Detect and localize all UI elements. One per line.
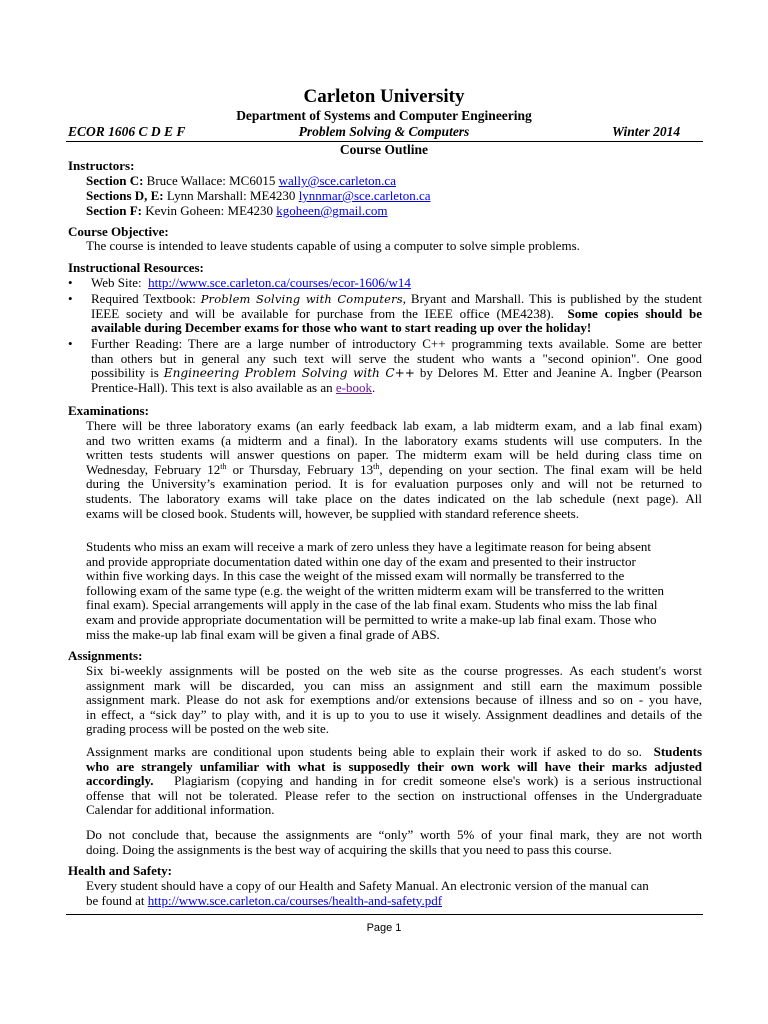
- instructor-email-link[interactable]: lynnmar@sce.carleton.ca: [298, 188, 431, 203]
- section-label: Sections D, E:: [86, 188, 164, 203]
- plagiarism-paragraph: Assignment marks are conditional upon students being able to explain their work if asked to do so. Students who are strangely unfamiliar with what is supposedly their own work will have their marks adjusted accordingly. Plagiarism (copying and handing in for credit someone else's work) is a serious instructional offense that will not be tolerated. Please refer to the section on instructional offenses in the Undergraduate Calendar for additional information.: [86, 745, 702, 818]
- health-heading: Health and Safety:: [68, 863, 172, 878]
- page-number: Page 1: [366, 922, 402, 934]
- textbook-note-bold: Some copies should be: [567, 306, 702, 321]
- website-link[interactable]: http://www.sce.carleton.ca/courses/ecor-1606/w14: [148, 275, 411, 290]
- instructors-heading: Instructors:: [68, 158, 135, 173]
- footer-rule: [66, 914, 703, 915]
- instructor-row: [86, 174, 396, 189]
- instructor-name: Bruce Wallace: MC6015: [146, 173, 276, 188]
- course-title: Problem Solving & Computers: [298, 124, 470, 139]
- health-safety-link[interactable]: http://www.sce.carleton.ca/courses/health-and-safety.pdf: [147, 893, 443, 908]
- instructor-row: [86, 204, 388, 219]
- instructor-name: Kevin Goheen: ME4230: [145, 203, 274, 218]
- textbook-note-bold: available during December exams for those who want to start reading up over the holiday!: [91, 321, 592, 336]
- instructor-row: [86, 189, 430, 204]
- ebook-link[interactable]: e-book: [335, 380, 372, 395]
- instructor-email-link[interactable]: wally@sce.carleton.ca: [278, 173, 396, 188]
- website-label: Web Site:: [91, 275, 142, 290]
- instructor-name: Lynn Marshall: ME4230: [166, 188, 296, 203]
- missed-exam-paragraph: Students who miss an exam will receive a mark of zero unless they have a legitimate reason for being absent and provide appropriate documentation dated within one day of the exam and presented to their instructor within five working days. In this case the weight of the missed exam will normally be transferred to the following exam of the same type (e.g. the weight of the written midterm exam will be transferred to the written final exam). Special arrangements will apply in the case of the lab final exam. Students who miss the lab final exam and provide appropriate documentation will be permitted to write a make-up lab final exam. Those who miss the make-up lab final exam will be given a final grade of ABS.: [86, 540, 664, 642]
- examinations-paragraph: There will be three laboratory exams (an early feedback lab exam, a lab midterm exam, and a lab final exam) and two written exams (a midterm and a final). In the laboratory exams students will use computers. In the written tests students will answer questions on paper. The midterm exam will be held during class time on Wednesday, February 12th or Thursday, February 13th, depending on your section. The final exam will be held during the University’s examination period. It is for evaluation purposes only and will not be returned to students. The laboratory exams will take place on the dates indicated on the lab schedule (next page). All exams will be closed book. Students will, however, be supplied with standard reference sheets.: [86, 419, 702, 521]
- website-item: [91, 276, 411, 291]
- textbook-title: Problem Solving with Computers: [200, 292, 403, 306]
- objective-text: The course is intended to leave students capable of using a computer to solve simple problems.: [86, 238, 580, 253]
- textbook-label: Required Textbook:: [91, 292, 196, 306]
- textbook-item: Required Textbook: Problem Solving with Computers, Bryant and Marshall. This is published by the student IEEE society and will be available for purchase from the IEEE office (ME4238). Some copies should be available during December exams for those who want to start reading up over the holiday!: [91, 292, 702, 336]
- bullet-icon: •: [68, 275, 73, 290]
- course-code: ECOR 1606 C D E F: [68, 124, 186, 139]
- university-title: Carleton University: [303, 86, 465, 107]
- bullet-icon: •: [68, 291, 73, 306]
- department-name: Department of Systems and Computer Engineering: [236, 108, 532, 123]
- course-term: Winter 2014: [612, 124, 681, 139]
- examinations-heading: Examinations:: [68, 403, 149, 418]
- section-label: Section C:: [86, 173, 144, 188]
- further-reading-item: Further Reading: There are a large number of introductory C++ programming texts available. Some are better than others but in general any such text will serve the student who wants a "second opinion". One good possibility is Engineering Problem Solving with C++ by Delores M. Etter and Jeanine A. Ingber (Pearson Prentice-Hall). This text is also available as an e-book.: [91, 337, 702, 395]
- resources-heading: Instructional Resources:: [68, 260, 204, 275]
- health-paragraph: Every student should have a copy of our Health and Safety Manual. An electronic version of the manual can be found at http://www.sce.carleton.ca/courses/health-and-safety.pdf: [86, 879, 649, 908]
- doc-title: Course Outline: [339, 142, 429, 157]
- assignments-paragraph: Six bi-weekly assignments will be posted on the web site as the course progresses. As each student's worst assignment mark will be discarded, you can miss an assignment and still earn the maximum possible assignment mark. Please do not ask for exemptions and/or extensions because of illness and so on - you have, in effect, a “sick day” to play with, and it is up to you to use it wisely. Assignment deadlines and details of the grading process will be posted on the web site.: [86, 664, 702, 737]
- instructor-email-link[interactable]: kgoheen@gmail.com: [276, 203, 388, 218]
- further-reading-title: Engineering Problem Solving with C++: [163, 366, 415, 381]
- bullet-icon: •: [68, 336, 73, 351]
- assignment-weight-paragraph: Do not conclude that, because the assignments are “only” worth 5% of your final mark, they are not worth doing. Doing the assignments is the best way of acquiring the skills that you need to pass this course.: [86, 828, 702, 857]
- objective-heading: Course Objective:: [68, 224, 169, 239]
- section-label: Section F:: [86, 203, 142, 218]
- assignments-heading: Assignments:: [68, 648, 143, 663]
